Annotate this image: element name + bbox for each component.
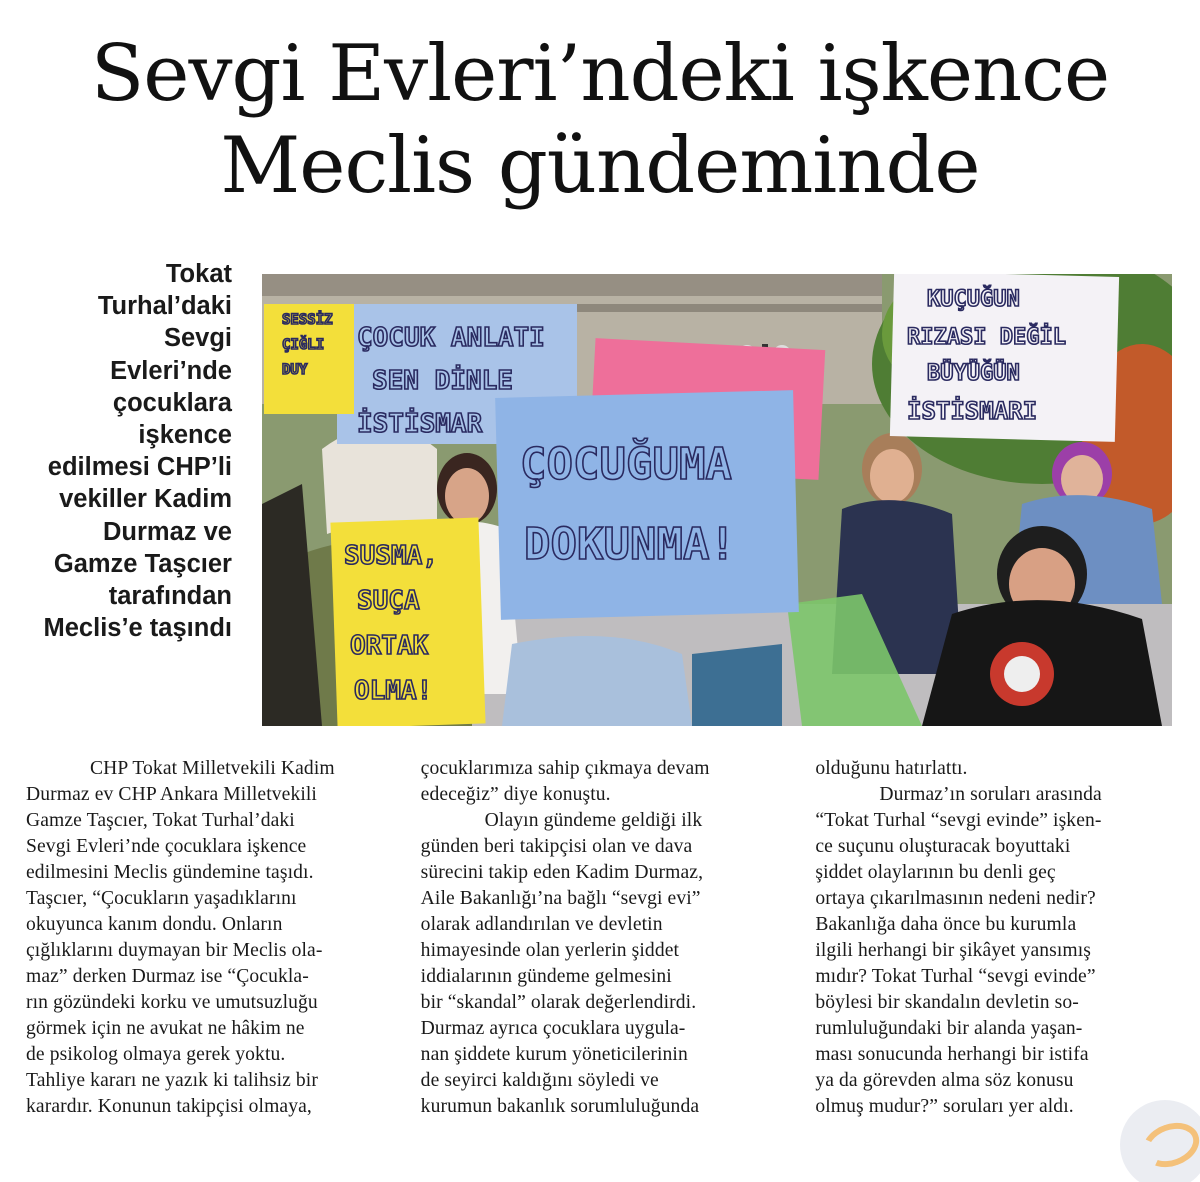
body-text-line: Durmaz ayrıca çocuklara uygula- (420, 1018, 686, 1039)
article-column-1 (26, 756, 387, 1166)
body-text-line: iddialarının gündeme gelmesini (420, 966, 672, 987)
body-text-line: himayesinde olan yerlerin şiddet (420, 940, 680, 961)
sign-text-white-4: İSTİSMARI (907, 397, 1038, 425)
sign-text-blue-left-1: ÇOCUK ANLATI (357, 323, 545, 353)
sign-text-yellow-3: ORTAK (350, 631, 429, 661)
sign-text-white-3: BÜYÜĞÜN (927, 361, 1020, 386)
deck-line: Gamze Taşcıer (53, 549, 232, 578)
body-text-line: sürecini takip eden Kadim Durmaz, (420, 862, 704, 883)
body-text-line: Gamze Taşcıer, Tokat Turhal’daki (26, 810, 295, 831)
body-text-line: çığlıklarını duymayan bir Meclis ola- (26, 940, 323, 961)
sign-text-blue-large-2: DOKUNMA! (524, 519, 736, 570)
deck-line: Turhal’daki (97, 292, 232, 321)
body-text-line: Durmaz’ın soruları arasında (879, 784, 1102, 805)
article-column-3 (815, 756, 1176, 1166)
body-text-line: edeceğiz” diye konuştu. (420, 784, 611, 805)
body-text-line: ortaya çıkarılmasının nedeni nedir? (815, 888, 1096, 909)
body-text-line: ilgili herhangi bir şikâyet yansımış (815, 940, 1092, 961)
body-text-line: böylesi bir skandalın devletin so- (815, 992, 1079, 1013)
sign-text-white-2: RIZASI DEĞİL (907, 325, 1066, 350)
article-body (26, 756, 1176, 1166)
body-text-line: Aile Bakanlığı’na bağlı “sevgi evi” (420, 888, 701, 909)
body-text-line: karardır. Konunun takipçisi olmaya, (26, 1096, 312, 1117)
body-text-line: olarak adlandırılan ve devletin (420, 914, 663, 935)
deck-line: Sevgi (163, 324, 232, 353)
body-text-line: maz” derken Durmaz ise “Çocukla- (26, 966, 309, 987)
body-text-line: Bakanlığa daha önce bu kurumla (815, 914, 1077, 935)
body-text-line: de seyirci kaldığını söyledi ve (420, 1070, 659, 1091)
deck-line: Evleri’nde (110, 356, 232, 385)
sign-text-white-1: KUÇUĞUN (927, 287, 1020, 312)
sign-text-yellow-small-3: DUY (282, 362, 308, 378)
deck-line: vekiller Kadim (59, 485, 232, 514)
deck-line: edilmesi CHP’li (47, 453, 232, 482)
article-deck (20, 258, 232, 644)
body-text-line: çocuklarımıza sahip çıkmaya devam (420, 758, 710, 779)
sign-text-yellow-small-1: SESSİZ (282, 312, 333, 328)
body-text-line: Olayın gündeme geldiği ilk (484, 810, 703, 831)
sign-text-blue-left-3: İSTİSMAR (357, 409, 483, 439)
body-text-line: Taşcıer, “Çocukların yaşadıklarını (26, 888, 297, 909)
body-text-line: CHP Tokat Milletvekili Kadim (90, 758, 335, 779)
sign-text-yellow-1: SUSMA, (344, 541, 438, 571)
body-text-line: edilmesini Meclis gündemine taşıdı. (26, 862, 314, 883)
body-text-line: bir “skandal” olarak değerlendirdi. (420, 992, 697, 1013)
sign-text-yellow-small-2: ÇIĞLI (282, 337, 325, 353)
body-text-line: nan şiddete kurum yöneticilerinin (420, 1044, 688, 1065)
protest-photo (262, 274, 1172, 726)
headline-line-1: Sevgi Evleri’ndeki işkence (90, 29, 1110, 119)
body-text-line: olmuş mudur?” soruları yer aldı. (815, 1096, 1074, 1117)
body-text-line: ce suçunu oluşturacak boyuttaki (815, 836, 1071, 857)
body-text-line: Durmaz ev CHP Ankara Milletvekili (26, 784, 317, 805)
article-headline (30, 28, 1170, 212)
body-text-line: şiddet olaylarının bu denli geç (815, 862, 1056, 883)
deck-line: Tokat (165, 260, 232, 288)
body-text-line: Sevgi Evleri’nde çocuklara işkence (26, 836, 307, 857)
body-text-line: okuyunca kanım dondu. Onların (26, 914, 283, 935)
body-text-line: de psikolog olmaya gerek yoktu. (26, 1044, 286, 1065)
body-text-line: görmek için ne avukat ne hâkim ne (26, 1018, 305, 1039)
sign-text-yellow-2: SUÇA (357, 586, 420, 616)
sign-text-blue-left-2: SEN DİNLE (372, 366, 513, 396)
deck-line: tarafından (108, 582, 232, 611)
deck-line: Durmaz ve (103, 517, 232, 546)
body-text-line: mıdır? Tokat Turhal “sevgi evinde” (815, 966, 1096, 987)
body-text-line: günden beri takipçisi olan ve dava (420, 836, 693, 857)
body-text-line: ya da görevden alma söz konusu (815, 1070, 1074, 1091)
sign-text-blue-large-1: ÇOCUĞUMA (520, 439, 732, 490)
sign-text-yellow-4: OLMA! (354, 676, 433, 706)
body-text-line: rın gözündeki korku ve umutsuzluğu (26, 992, 318, 1013)
body-text-line: rumluluğundaki bir alanda yaşan- (815, 1018, 1083, 1039)
body-text-line: ması sonucunda herhangi bir istifa (815, 1044, 1089, 1065)
body-text-line: kurumun bakanlık sorumluluğunda (420, 1096, 700, 1117)
article-column-2 (421, 756, 782, 1166)
body-text-line: “Tokat Turhal “sevgi evinde” işken- (815, 810, 1102, 831)
deck-line: işkence (138, 421, 232, 450)
body-text-line: Tahliye kararı ne yazık ki talihsiz bir (26, 1070, 318, 1091)
deck-line: Meclis’e taşındı (43, 614, 232, 643)
deck-line: çocuklara (112, 388, 232, 417)
headline-line-2: Meclis gündeminde (220, 121, 980, 211)
body-text-line: olduğunu hatırlattı. (815, 758, 968, 779)
